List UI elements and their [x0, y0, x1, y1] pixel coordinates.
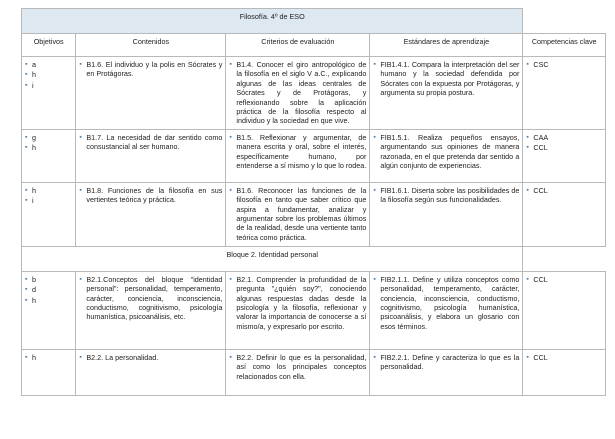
estandar-text: ▪ FIB1.6.1. Diserta sobre las posibilidades de la filosofía según sus funcionalidades.: [373, 186, 519, 205]
block-title: Bloque 2. Identidad personal: [22, 246, 523, 271]
header-competencias: Competencias clave: [523, 34, 606, 57]
criterio-text: ▪ B2.2. Definir lo que es la personalidad, así como los principales conceptos relacionados con ella.: [229, 353, 366, 381]
list-item: ▪ h: [25, 296, 72, 305]
contenido-text: ▪ B2.2. La personalidad.: [79, 353, 222, 362]
table-row: [22, 182, 606, 246]
table-row: [22, 349, 606, 395]
list-item: ▪ i: [25, 196, 72, 205]
table-title: Filosofía. 4º de ESO: [22, 9, 523, 34]
contenido-text: ▪ B2.1.Conceptos del bloque "identidad personal": personalidad, temperamento, carácter, conciencia, inconsciencia, conductismo, cognitivismo, psicología humanística, psicoanálisis, etc.: [79, 275, 222, 322]
competencia-item: ▪ CCL: [526, 275, 602, 284]
criterio-text: ▪ B1.4. Conocer el giro antropológico de la filosofía en el siglo V a.C., explicando algunas de las ideas centrales de Sócrates y de Protágoras, y reflexionando sobre la aplicación práctica de la filosofía respecto al individuo y la sociedad en que vive.: [229, 60, 366, 126]
curriculum-table: [21, 8, 606, 396]
table-row: [22, 271, 606, 349]
table-row: [22, 129, 606, 182]
list-item: ▪ d: [25, 285, 72, 294]
block-header-row: [22, 246, 606, 271]
header-estandares: Estándares de aprendizaje: [370, 34, 523, 57]
contenido-text: ▪ B1.8. Funciones de la filosofía en sus vertientes teórica y práctica.: [79, 186, 222, 205]
list-item: ▪ h: [25, 143, 72, 152]
objetivos-list: [25, 275, 72, 305]
objetivos-list: [25, 353, 72, 362]
objetivos-list: [25, 186, 72, 206]
competencia-item: ▪ CCL: [526, 143, 602, 152]
objetivos-list: [25, 133, 72, 153]
column-header-row: [22, 34, 606, 57]
list-item: ▪ a: [25, 60, 72, 69]
title-spacer: [523, 9, 606, 34]
estandar-text: ▪ FIB2.2.1. Define y caracteriza lo que es la personalidad.: [373, 353, 519, 372]
list-item: ▪ b: [25, 275, 72, 284]
criterio-text: ▪ B1.6. Reconocer las funciones de la filosofía en tanto que saber crítico que aspira a fundamentar, analizar y argumentar sobre los problemas últimos de la realidad, desde una vertiente tanto teórica como práctica.: [229, 186, 366, 242]
contenido-text: ▪ B1.7. La necesidad de dar sentido como consustancial al ser humano.: [79, 133, 222, 152]
contenido-text: ▪ B1.6. El individuo y la polis en Sócrates y en Protágoras.: [79, 60, 222, 79]
list-item: ▪ h: [25, 353, 72, 362]
header-contenidos: Contenidos: [76, 34, 226, 57]
block-spacer: [523, 246, 606, 271]
list-item: ▪ h: [25, 186, 72, 195]
estandar-text: ▪ FIB1.4.1. Compara la interpretación del ser humano y la sociedad defendida por Sócrates con la expuesta por Protágoras, y argumenta su propia postura.: [373, 60, 519, 98]
table-row: [22, 57, 606, 130]
header-criterios: Criterios de evaluación: [226, 34, 370, 57]
competencia-item: ▪ CCL: [526, 186, 602, 195]
header-objetivos: Objetivos: [22, 34, 76, 57]
list-item: ▪ g: [25, 133, 72, 142]
list-item: ▪ h: [25, 70, 72, 79]
list-item: ▪ i: [25, 81, 72, 90]
table-title-row: [22, 9, 606, 34]
estandar-text: ▪ FIB2.1.1. Define y utiliza conceptos como personalidad, temperamento, carácter, conciencia, inconsciencia, conductismo, cognitivismo, psicología humanística, psicoanálisis, y elabora un glosario con esos términos.: [373, 275, 519, 331]
competencia-item: ▪ CCL: [526, 353, 602, 362]
competencia-item: ▪ CSC: [526, 60, 602, 69]
objetivos-list: [25, 60, 72, 90]
criterio-text: ▪ B1.5. Reflexionar y argumentar, de manera escrita y oral, sobre el interés, específicamente humano, por entenderse a sí mismo y lo que lo rodea.: [229, 133, 366, 171]
competencia-item: ▪ CAA: [526, 133, 602, 142]
criterio-text: ▪ B2.1. Comprender la profundidad de la pregunta "¿quién soy?", conociendo algunas respuestas dadas desde la psicología y la filosofía, reflexionar y valorar la importancia de conocerse a sí mismo/a, y expresarlo por escrito.: [229, 275, 366, 331]
estandar-text: ▪ FIB1.5.1. Realiza pequeños ensayos, argumentando sus opiniones de manera razonada, en el que pretenda dar sentido a algún conjunto de experiencias.: [373, 133, 519, 171]
